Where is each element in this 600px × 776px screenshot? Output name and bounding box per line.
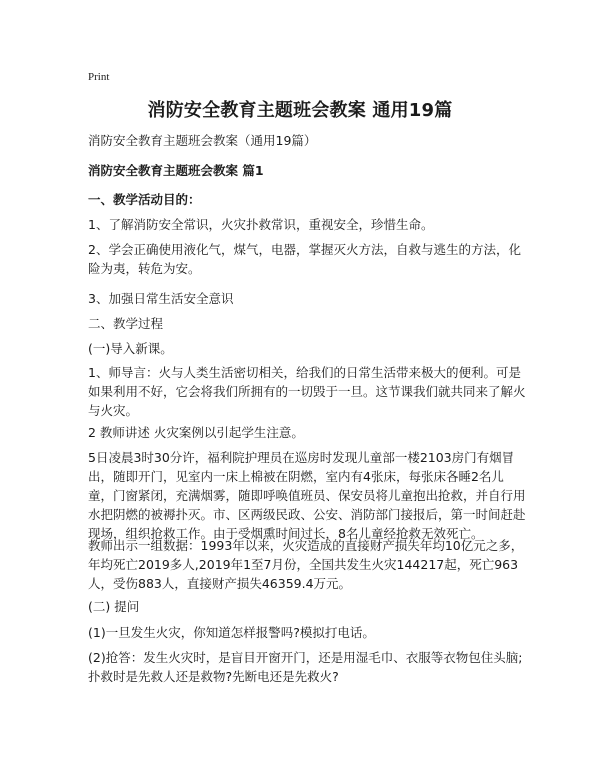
section-heading: 消防安全教育主题班会教案 篇1	[88, 163, 264, 178]
case-heading: 2 教师讲述 火灾案例以引起学生注意。	[88, 425, 304, 440]
step1-label: (一)导入新课。	[88, 341, 173, 356]
print-label: Print	[88, 71, 110, 83]
part2-heading: 二、教学过程	[88, 316, 164, 331]
statistics-paragraph: 教师出示一组数据：1993年以来，火灾造成的直接财产损失年均10亿元之多，年均死亡2019多人,2019年1至7月份，全国共发生火灾144217起，死亡963人，受伤883人，直接财产损失46359.4万元。	[88, 538, 524, 591]
intro-paragraph: 1、师导言：火与人类生活密切相关，给我们的日常生活带来极大的便利。可是如果利用不好，它会将我们所拥有的一切毁于一旦。这节课我们就共同来了解火与火灾。	[88, 365, 526, 418]
page-title: 消防安全教育主题班会教案 通用19篇	[147, 100, 453, 121]
part1-heading: 一、教学活动目的：	[88, 192, 201, 207]
goal-item-1: 1、了解消防安全常识，火灾扑救常识，重视安全，珍惜生命。	[88, 217, 434, 232]
question-2: (2)抢答：发生火灾时，是盲目开窗开门，还是用湿毛巾、衣服等衣物包住头脑;扑救时是先救人还是救物?先断电还是先救火?	[88, 650, 523, 684]
step2-label: (二) 提问	[88, 599, 140, 614]
case-paragraph: 5日凌晨3时30分许，福利院护理员在巡房时发现儿童部一楼2103房门有烟冒出，随即开门，见室内一床上棉被在阴燃，室内有4张床，每张床各睡2名儿童，门窗紧闭，充满烟雾，随即呼唤值班员、保安员将儿童抱出抢救，并自行用水把阴燃的被褥扑灭。市、区两级民政、公安、消防部门接报后，第一时间赶赴现场，组织抢救工作。由于受烟熏时间过长，8名儿童经抢救无效死亡。	[88, 450, 526, 541]
goal-item-2: 2、学会正确使用液化气，煤气，电器，掌握灭火方法，自救与逃生的方法，化险为夷，转危为安。	[88, 242, 521, 276]
question-1: (1)一旦发生火灾，你知道怎样报警吗?模拟打电话。	[88, 625, 375, 640]
goal-item-3: 3、加强日常生活安全意识	[88, 291, 234, 306]
document-subtitle: 消防安全教育主题班会教案（通用19篇）	[88, 133, 317, 148]
